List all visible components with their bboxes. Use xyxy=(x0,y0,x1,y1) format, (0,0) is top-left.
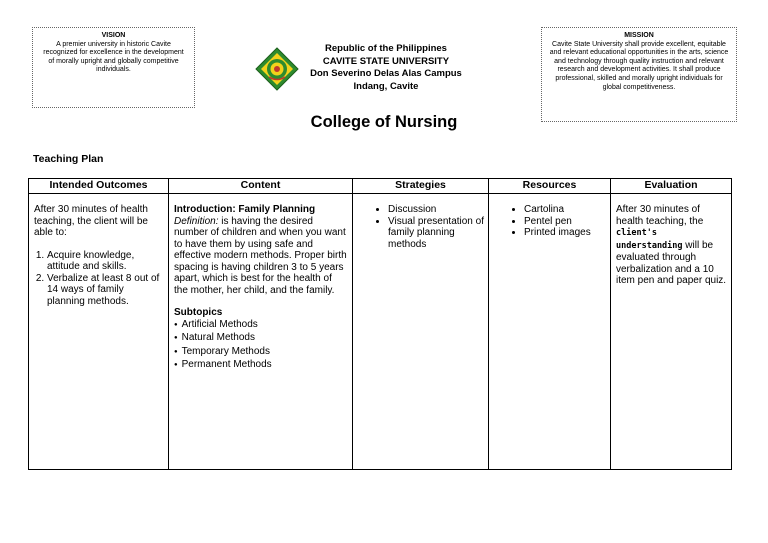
outcomes-list xyxy=(34,250,164,308)
header-republic: Republic of the Philippines xyxy=(325,43,447,54)
outcome-item: 2. Verbalize at least 8 out of 14 ways of family planning methods. xyxy=(47,273,164,308)
table-header-row xyxy=(29,179,732,194)
teaching-plan-title: Teaching Plan xyxy=(33,153,104,165)
content-heading: Introduction: Family Planning xyxy=(174,204,316,215)
strategy-item: • Discussion xyxy=(388,204,484,216)
evaluation-text-2: will be evaluated through verbalization and a 10 item pen and paper quiz. xyxy=(616,239,727,286)
subtopic-item: ● Permanent Methods xyxy=(174,359,348,373)
header-resources: Resources xyxy=(489,179,611,194)
college-title: College of Nursing xyxy=(310,113,458,131)
evaluation-text-1: After 30 minutes of health teaching, the xyxy=(616,204,704,227)
strategies-list xyxy=(371,204,484,250)
header-content: Content xyxy=(169,179,353,194)
university-seal-icon xyxy=(255,47,299,91)
resource-item: • Printed images xyxy=(524,227,606,239)
teaching-plan-table xyxy=(28,178,732,470)
resource-item: • Cartolina xyxy=(524,204,606,216)
strategy-item: • Visual presentation of family planning methods xyxy=(388,216,484,251)
cell-resources xyxy=(489,194,611,470)
outcome-item: 1. Acquire knowledge, attitude and skills. xyxy=(47,250,164,273)
outcomes-intro: After 30 minutes of health teaching, the client will be able to: xyxy=(34,204,148,238)
mission-text: Cavite State University shall provide excellent, equitable and relevant educational opportunities in the arts, science and technology through quality instruction and relevant research and development activities. It shall produce professional, skilled and morally upright individuals for global competitiveness. xyxy=(549,40,729,91)
vision-box xyxy=(32,27,195,108)
subtopic-item: ● Temporary Methods xyxy=(174,346,348,360)
subtopic-item: ● Artificial Methods xyxy=(174,319,348,333)
vision-text: A premier university in historic Cavite recognized for excellence in the development of morally upright and globally competitive individuals. xyxy=(43,40,184,74)
cell-content xyxy=(169,194,353,470)
university-header xyxy=(300,43,472,93)
subtopics-list xyxy=(174,319,348,373)
definition-label: Definition: xyxy=(174,215,219,227)
content-definition xyxy=(174,216,348,297)
header-campus: Don Severino Delas Alas Campus xyxy=(310,68,462,79)
header-location: Indang, Cavite xyxy=(353,80,419,92)
mission-title: MISSION xyxy=(624,32,654,39)
definition-text: is having the desired number of children and when you want to have them by using safe and effective modern methods. Proper birth spacing is having children 3 to 5 years apart, which is best for the health of the mother, her child, and the family. xyxy=(174,215,347,296)
cell-strategies xyxy=(353,194,489,470)
header-evaluation: Evaluation xyxy=(611,179,732,194)
header-strategies: Strategies xyxy=(353,179,489,194)
header-university: CAVITE STATE UNIVERSITY xyxy=(322,55,450,67)
cell-outcomes xyxy=(29,194,169,470)
resources-list xyxy=(507,204,606,239)
table-row xyxy=(29,194,732,470)
subtopics-title: Subtopics xyxy=(174,307,223,318)
vision-title: VISION xyxy=(101,32,126,39)
resource-item: • Pentel pen xyxy=(524,216,606,228)
mission-box xyxy=(541,27,737,122)
header-intended-outcomes: Intended Outcomes xyxy=(29,179,169,194)
cell-evaluation xyxy=(611,194,732,470)
evaluation-emphasis: client's understanding xyxy=(616,228,683,251)
subtopic-item: ● Natural Methods xyxy=(174,332,348,346)
